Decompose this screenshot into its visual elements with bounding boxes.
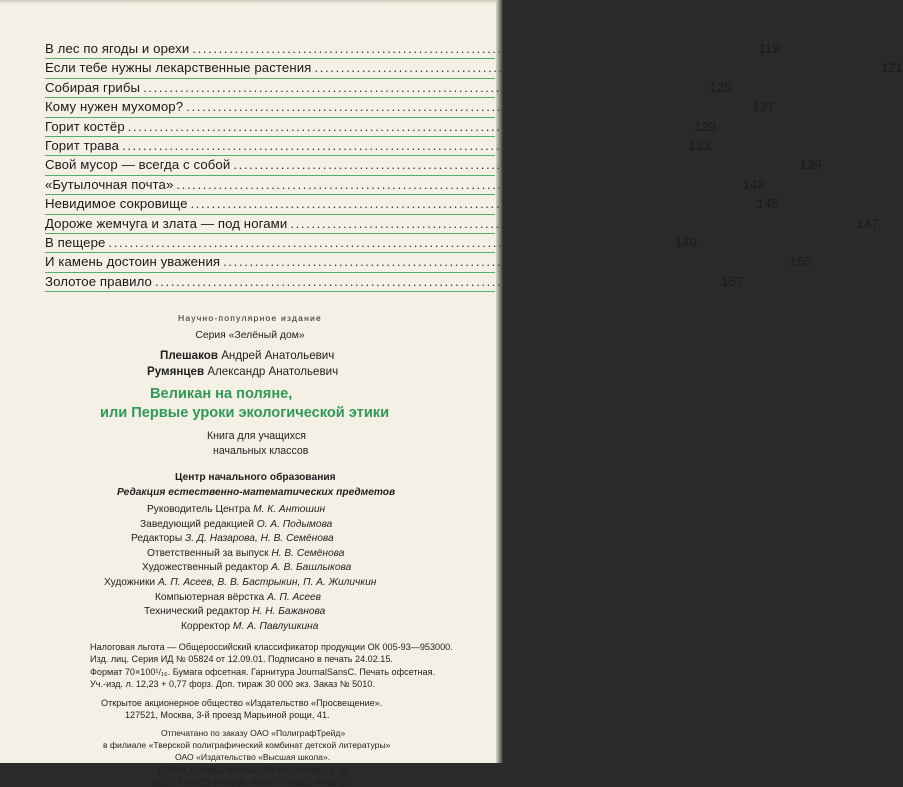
printer-line: Тел.: +7 (4822) 44-85-98. Факс: +7 (4822) 44-61-51 [151,776,350,787]
credit-role: Художественный редактор [142,562,272,574]
credit-line [147,548,344,559]
credit-role: Заведующий редакцией [140,518,257,530]
series-line: Серия «Зелёный дом» [195,330,305,341]
toc-entry-title: Горит костёр [45,118,125,134]
toc-page-number: 121 [880,60,903,76]
toc-entry-title: Если тебе нужны лекарственные растения [45,60,312,76]
printer-line: ОАО «Издательство «Высшая школа». [175,752,331,763]
center-line: Центр начального образования [175,472,336,483]
toc-row [45,79,732,98]
toc-leader-dots: ........................................................................................................... [233,157,797,173]
toc-leader-dots: ........................................................................................................... [290,215,854,231]
author-1-name: Андрей Анатольевич [221,349,335,362]
toc-page-number: 133 [688,137,711,153]
toc-entry-title: Свой мусор — всегда с собой [45,157,231,173]
toc-entry-title: И камень достоин уважения [45,254,221,270]
credit-name: М. К. Антошин [253,504,326,515]
toc-row [45,253,812,272]
author-2 [147,365,338,378]
toc-page-number: 119 [758,41,780,56]
toc-page-number: 145 [756,196,780,212]
toc-row [45,137,711,156]
tech-line: Уч.-изд. л. 12,23 + 0,77 форз. Доп. тираж 30 000 экз. Заказ № 5010. [90,679,375,690]
toc-leader-dots: ........................................................................................................... [314,60,878,76]
toc-page-number: 127 [752,99,775,115]
toc-leader-dots: ........................................................................................................... [223,254,787,270]
page-top-shadow [0,0,503,4]
toc-row [45,215,879,234]
author-2-lastname: Румянцев [147,365,205,378]
credit-line [142,562,351,573]
toc-entry-title: Дороже жемчуга и злата — под ногами [45,215,288,231]
author-1 [160,349,334,362]
audience-line-2: начальных классов [213,445,309,457]
credit-role: Корректор [181,620,233,632]
toc-leader-dots: ........................................................................................................... [122,137,686,153]
credit-line [147,504,325,515]
toc-page-number: 139 [799,157,822,173]
credit-line [131,533,334,544]
toc-page-number: 125 [709,79,732,95]
toc-row [45,98,775,117]
credit-name: З. Д. Назарова, Н. В. Семёнова [185,533,334,545]
credit-line [144,606,325,617]
printer-line: Отпечатано по заказу ОАО «ПолиграфТрейд» [161,728,346,738]
toc-row [45,176,765,195]
tech-line: Формат 70×100¹/₁₆. Бумага офсетная. Гарнитура JournalSansC. Печать офсетная. [90,666,436,677]
genre-line: Научно-популярное издание [177,313,323,323]
toc-leader-dots: ........................................................................................................... [154,273,719,289]
credit-name: А. П. Асеев [267,591,321,603]
tech-line: Налоговая льгота — Общероссийский классификатор продукции ОК 005-93—953000. [90,642,453,652]
tech-line: Изд. лиц. Серия ИД № 05824 от 12.09.01. Подписано в печать 24.02.15. [90,654,393,665]
toc-row [45,195,780,214]
credit-role: Ответственный за выпуск [147,547,272,559]
credit-name: А. П. Асеев, В. В. Бастрыкин, П. А. Жиличкин [157,577,377,588]
credit-name: О. А. Подымова [256,518,333,530]
publisher-line: 127521, Москва, 3-й проезд Марьиной рощи, 41. [125,710,330,721]
author-1-lastname: Плешаков [160,349,218,362]
toc-entry-title: Золотое правило [45,273,152,289]
credit-name: А. В. Башлыкова [271,562,352,574]
toc-entry-title: Собирая грибы [45,79,141,95]
toc-row [45,118,717,137]
toc-row [45,59,903,78]
book-title-line-1: Великан на поляне, [150,386,293,402]
toc-leader-dots: ........................................................................................................... [192,41,756,56]
credit-role: Редакторы [131,533,186,545]
toc-entry-title: «Бутылочная почта» [45,176,174,192]
toc-row [45,156,822,175]
toc-leader-dots: ........................................................................................................... [143,79,707,95]
credit-role: Компьютерная вёрстка [155,591,268,603]
credit-name: Н. В. Семёнова [271,547,345,559]
toc-entry-title: Горит трава [45,137,119,153]
credit-line [155,592,321,603]
book-title-line-2: или Первые уроки экологической этики [100,405,390,421]
credit-name: Н. Н. Бажанова [252,606,326,618]
toc-leader-dots: ........................................................................................................... [186,99,750,115]
credit-line [104,577,376,588]
printer-line: 170040, г. Тверь, проспект 50 лет Октября, д. 46 [157,764,349,775]
editorial-line: Редакция естественно-математических предметов [117,487,396,498]
publisher-line: Открытое акционерное общество «Издательство «Просвещение». [101,698,383,708]
author-2-name: Александр Анатольевич [207,365,339,378]
toc-row [45,40,780,59]
credit-role: Руководитель Центра [147,504,254,515]
table-of-contents [45,40,903,292]
toc-entry-title: В пещере [45,234,106,250]
toc-entry-title: Кому нужен мухомор? [45,99,184,115]
toc-page-number: 129 [694,118,717,134]
toc-page-number: 155 [789,254,812,270]
toc-entry-title: В лес по ягоды и орехи [45,41,190,56]
toc-leader-dots: ........................................................................................................... [108,234,672,250]
audience-line-1: Книга для учащихся [207,430,307,442]
toc-page-number: 157 [721,273,744,289]
toc-leader-dots: ........................................................................................................... [190,196,754,212]
toc-leader-dots: ........................................................................................................... [176,176,740,192]
credit-role: Художники [104,577,158,588]
credit-line [140,519,332,530]
credit-role: Технический редактор [144,606,253,618]
toc-row [45,273,744,292]
toc-page-number: 147 [856,215,879,231]
printer-line: в филиале «Тверской полиграфический комбинат детской литературы» [103,740,391,751]
toc-row [45,234,698,253]
credit-name: М. А. Павлушкина [232,620,319,632]
toc-entry-title: Невидимое сокровище [45,196,188,212]
credit-line [181,621,318,632]
toc-page-number: 149 [674,234,698,250]
toc-leader-dots: ........................................................................................................... [127,118,692,134]
toc-page-number: 143 [742,176,765,192]
